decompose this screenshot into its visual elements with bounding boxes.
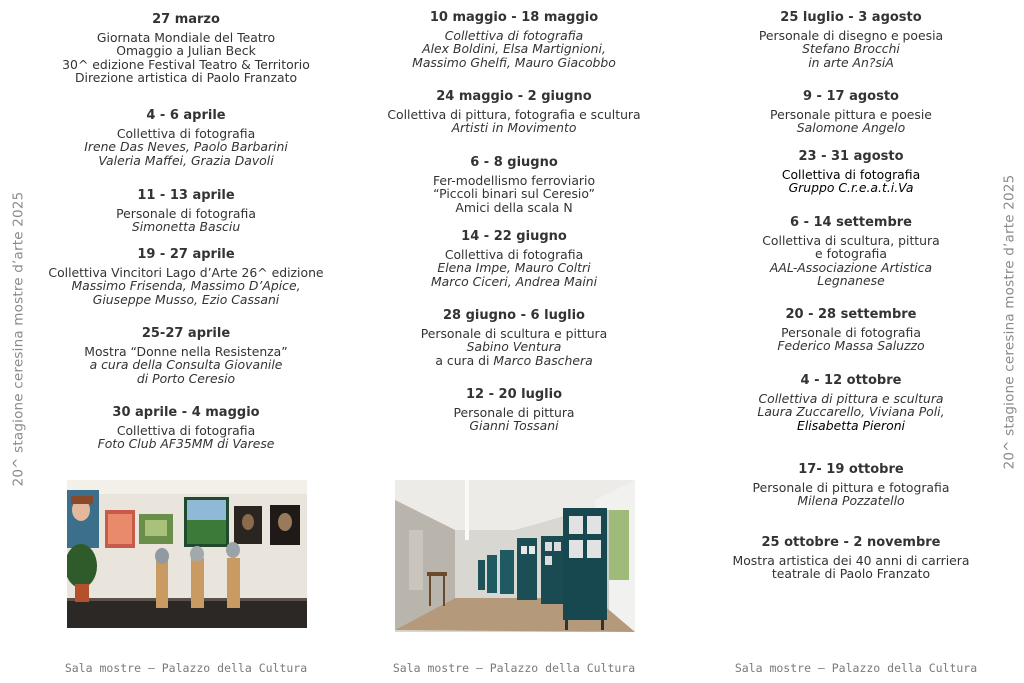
- gallery-photo-2: [395, 480, 635, 632]
- event-line: Personale pittura e poesie: [770, 107, 932, 122]
- event-date: 23 - 31 agosto: [798, 149, 904, 164]
- event-date: 30 aprile - 4 maggio: [112, 405, 260, 420]
- event-line: Elena Impe, Mauro Coltri: [437, 260, 591, 276]
- event-line: teatrale di Paolo Franzato: [771, 566, 931, 582]
- event-line: Stefano Brocchi: [802, 41, 900, 57]
- event-date: 25 luglio - 3 agosto: [780, 10, 922, 25]
- event-line-name: Marco Baschera: [493, 352, 593, 368]
- event-date: 9 - 17 agosto: [802, 89, 899, 104]
- event-line: Collettiva di fotografia: [116, 126, 256, 141]
- event-date: 10 maggio - 18 maggio: [429, 10, 599, 25]
- event-item: [370, 387, 658, 433]
- event-date: 12 - 20 luglio: [465, 387, 562, 402]
- side-label-text: 20^ stagione ceresina mostre d’arte 2025: [1001, 174, 1018, 469]
- event-line: Personale di disegno e poesia: [758, 28, 944, 43]
- event-item: [718, 10, 984, 69]
- event-line: Direzione artistica di Paolo Franzato: [74, 70, 298, 86]
- event-item: [370, 229, 658, 288]
- event-date: 28 giugno - 6 luglio: [442, 308, 585, 323]
- event-line: Collettiva di fotografia: [444, 247, 584, 262]
- gallery-photo-1: [67, 480, 307, 628]
- event-line-prefix: a cura di: [435, 352, 494, 368]
- event-item: [718, 215, 984, 288]
- event-line: Gruppo C.r.e.a.t.i.Va: [788, 180, 914, 196]
- event-line: a cura della Consulta Giovanile: [89, 357, 283, 373]
- event-line: Laura Zuccarello, Viviana Poli,: [757, 404, 945, 420]
- event-line: Massimo Ghelfi, Mauro Giacobbo: [412, 54, 616, 70]
- event-line: Personale di fotografia: [116, 206, 256, 221]
- event-date: 4 - 12 ottobre: [800, 373, 902, 388]
- event-item: [370, 155, 658, 214]
- event-item: [370, 89, 658, 135]
- event-line: Personale di fotografia: [781, 325, 921, 340]
- event-item: [718, 89, 984, 135]
- event-item: [40, 326, 332, 385]
- event-line: Gianni Tossani: [469, 418, 559, 434]
- event-date: 25-27 aprile: [141, 326, 231, 341]
- event-line: Foto Club AF35MM di Varese: [97, 436, 275, 452]
- event-date: 11 - 13 aprile: [137, 188, 235, 203]
- event-date: 14 - 22 giugno: [461, 229, 567, 244]
- event-line: Amici della scala N: [455, 199, 573, 215]
- event-item: [718, 462, 984, 508]
- side-label-left: [3, 0, 33, 683]
- event-item: [718, 535, 984, 581]
- event-line: Mostra “Donne nella Resistenza”: [84, 344, 288, 359]
- event-date: 6 - 14 settembre: [790, 215, 912, 230]
- event-item: [370, 10, 658, 69]
- event-item: [40, 188, 332, 234]
- event-line: Mostra artistica dei 40 anni di carriera: [732, 553, 970, 568]
- event-item: [40, 405, 332, 451]
- event-item: [40, 247, 332, 306]
- event-line: Simonetta Basciu: [131, 219, 241, 235]
- event-date: 19 - 27 aprile: [137, 247, 235, 262]
- event-date: 24 maggio - 2 giugno: [436, 89, 592, 104]
- event-date: 27 marzo: [152, 12, 220, 27]
- event-item: [40, 108, 332, 167]
- event-line: Alex Boldini, Elsa Martignioni,: [422, 41, 606, 57]
- event-item: [718, 149, 984, 195]
- event-line: in arte An?siA: [808, 54, 894, 70]
- event-item: [370, 308, 658, 367]
- event-date: 6 - 8 giugno: [470, 155, 558, 170]
- photo-caption-2: Sala mostre – Palazzo della Cultura: [392, 661, 636, 675]
- event-line: [370, 354, 658, 367]
- event-line: Collettiva di pittura e scultura: [758, 391, 944, 406]
- event-line: Irene Das Neves, Paolo Barbarini: [84, 139, 288, 155]
- event-line: Collettiva di fotografia: [444, 28, 584, 43]
- event-line: Personale di pittura e fotografia: [752, 480, 950, 495]
- event-line: di Porto Ceresio: [136, 370, 236, 386]
- event-item: [718, 307, 984, 353]
- event-line: Giuseppe Musso, Ezio Cassani: [92, 291, 280, 307]
- event-line: “Piccoli binari sul Ceresio”: [433, 186, 595, 202]
- event-line: Omaggio a Julian Beck: [116, 43, 256, 59]
- event-line: Elisabetta Pieroni: [796, 417, 905, 433]
- event-line: Massimo Frisenda, Massimo D’Apice,: [71, 278, 301, 294]
- event-item: [40, 12, 332, 85]
- event-line: Milena Pozzatello: [797, 493, 905, 509]
- event-line: Artisti in Movimento: [451, 120, 577, 136]
- event-line: Giornata Mondiale del Teatro: [96, 30, 276, 45]
- event-line: Marco Ciceri, Andrea Maini: [430, 273, 598, 289]
- event-line: Federico Massa Saluzzo: [777, 338, 925, 354]
- event-line: e fotografia: [815, 246, 887, 262]
- event-line: Legnanese: [817, 273, 885, 289]
- event-line: Salomone Angelo: [796, 120, 906, 136]
- event-line: Collettiva di fotografia: [781, 167, 921, 182]
- side-label-right: [994, 0, 1024, 683]
- event-line: Personale di pittura: [453, 405, 575, 420]
- event-line: Collettiva di fotografia: [116, 423, 256, 438]
- event-line: Sabino Ventura: [466, 339, 562, 355]
- event-date: 20 - 28 settembre: [785, 307, 917, 322]
- event-line: Fer-modellismo ferroviario: [432, 173, 596, 188]
- event-item: [718, 373, 984, 432]
- event-date: 17- 19 ottobre: [798, 462, 904, 477]
- event-line: AAL-Associazione Artistica: [769, 259, 933, 275]
- photo-caption-3: Sala mostre – Palazzo della Cultura: [734, 661, 978, 675]
- event-line: Collettiva Vincitori Lago d’Arte 26^ edizione: [48, 265, 324, 280]
- photo-caption-1: Sala mostre – Palazzo della Cultura: [64, 661, 308, 675]
- event-line: Personale di scultura e pittura: [420, 326, 608, 341]
- event-line: 30^ edizione Festival Teatro & Territorio: [62, 56, 310, 72]
- event-line: Collettiva di scultura, pittura: [762, 233, 940, 248]
- side-label-text: 20^ stagione ceresina mostre d’arte 2025: [10, 191, 27, 487]
- event-date: 4 - 6 aprile: [146, 108, 226, 123]
- event-line: Valeria Maffei, Grazia Davoli: [98, 152, 274, 168]
- event-date: 25 ottobre - 2 novembre: [761, 535, 941, 550]
- event-line: Collettiva di pittura, fotografia e scultura: [387, 107, 641, 122]
